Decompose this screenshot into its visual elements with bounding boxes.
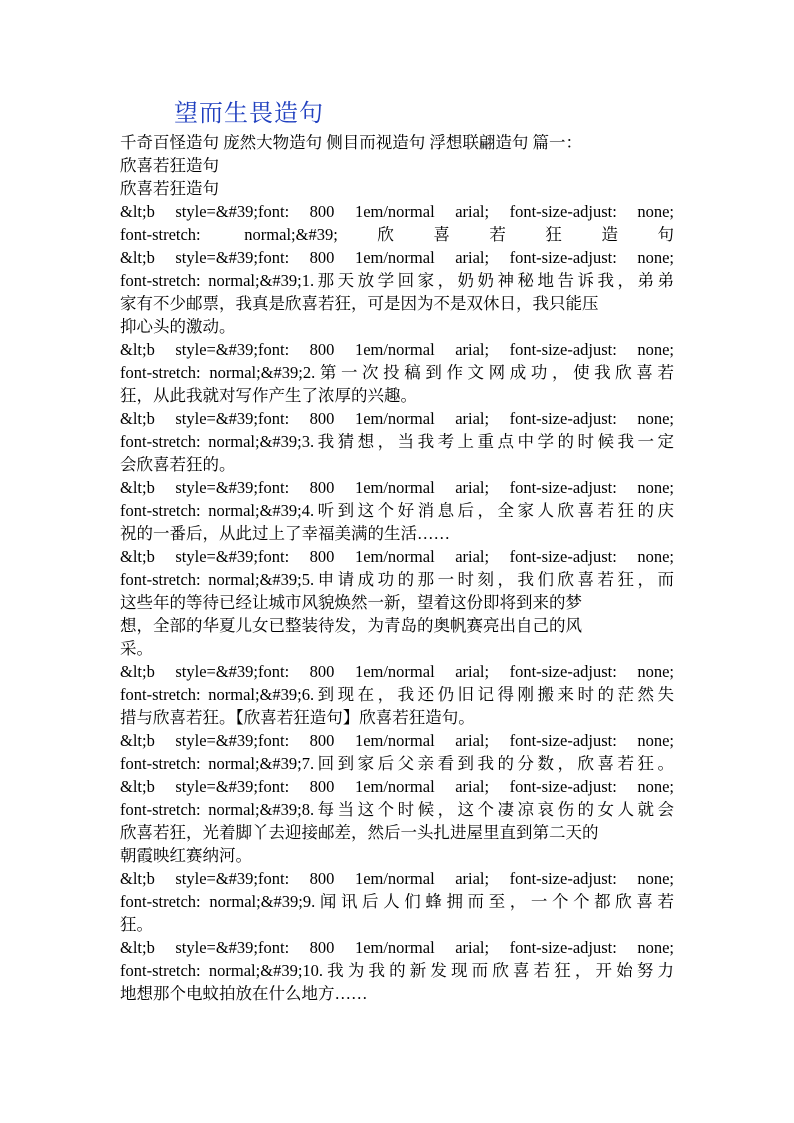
text-line: &lt;b style=&#39;font: 800 1em/normal arial; font-size-adjust: none;: [120, 478, 674, 497]
text-line: 会欣喜若狂的。: [120, 455, 236, 474]
text-line: font-stretch: normal;&#39;2.第一次投稿到作文网成功，使我欣喜若: [120, 363, 674, 382]
text-line: font-stretch: normal;&#39;3.我猜想，当我考上重点中学的时候我一定: [120, 432, 674, 451]
text-line: 想，全部的华夏儿女已整装待发，为青岛的奥帆赛亮出自己的风: [120, 616, 582, 635]
text-line: &lt;b style=&#39;font: 800 1em/normal arial; font-size-adjust: none;: [120, 340, 674, 359]
text-line: 欣喜若狂造句: [120, 156, 219, 175]
text-line: 狂，从此我就对写作产生了浓厚的兴趣。: [120, 386, 417, 405]
text-line: font-stretch: normal;&#39;5.申请成功的那一时刻，我们欣喜若狂，而: [120, 570, 674, 589]
text-line: font-stretch: normal;&#39;欣喜若狂造句: [120, 225, 674, 244]
text-line: 狂。: [120, 915, 153, 934]
text-line: 家有不少邮票，我真是欣喜若狂，可是因为不是双休日，我只能压: [120, 294, 599, 313]
text-line: 这些年的等待已经让城市风貌焕然一新，望着这份即将到来的梦: [120, 593, 582, 612]
text-line: font-stretch: normal;&#39;9.闻讯后人们蜂拥而至，一个个都欣喜若: [120, 892, 674, 911]
text-line: 朝霞映红赛纳河。: [120, 846, 252, 865]
text-line: 抑心头的激动。: [120, 317, 236, 336]
text-line: &lt;b style=&#39;font: 800 1em/normal arial; font-size-adjust: none;: [120, 409, 674, 428]
text-line: 欣喜若狂，光着脚丫去迎接邮差，然后一头扎进屋里直到第二天的: [120, 823, 599, 842]
text-line: font-stretch: normal;&#39;6.到现在，我还仍旧记得刚搬来时的茫然失: [120, 685, 674, 704]
text-line: &lt;b style=&#39;font: 800 1em/normal arial; font-size-adjust: none;: [120, 869, 674, 888]
text-line: 欣喜若狂造句: [120, 179, 219, 198]
text-line: 地想那个电蚊拍放在什么地方……: [120, 984, 368, 1003]
text-line: font-stretch: normal;&#39;7.回到家后父亲看到我的分数，欣喜若狂。: [120, 754, 674, 773]
text-line: &lt;b style=&#39;font: 800 1em/normal arial; font-size-adjust: none;: [120, 731, 674, 750]
text-line: &lt;b style=&#39;font: 800 1em/normal arial; font-size-adjust: none;: [120, 777, 674, 796]
text-line: 采。: [120, 639, 153, 658]
text-line: 祝的一番后，从此过上了幸福美满的生活……: [120, 524, 450, 543]
text-line: 千奇百怪造句 庞然大物造句 侧目而视造句 浮想联翩造句 篇一：: [120, 133, 582, 152]
text-line: &lt;b style=&#39;font: 800 1em/normal arial; font-size-adjust: none;: [120, 202, 674, 221]
text-line: &lt;b style=&#39;font: 800 1em/normal arial; font-size-adjust: none;: [120, 662, 674, 681]
text-line: font-stretch: normal;&#39;1.那天放学回家，奶奶神秘地告诉我，弟弟: [120, 271, 674, 290]
text-line: &lt;b style=&#39;font: 800 1em/normal arial; font-size-adjust: none;: [120, 547, 674, 566]
text-line: 措与欣喜若狂。【欣喜若狂造句】欣喜若狂造句。: [120, 708, 475, 727]
text-line: &lt;b style=&#39;font: 800 1em/normal arial; font-size-adjust: none;: [120, 938, 674, 957]
text-line: &lt;b style=&#39;font: 800 1em/normal arial; font-size-adjust: none;: [120, 248, 674, 267]
text-line: font-stretch: normal;&#39;4.听到这个好消息后，全家人欣喜若狂的庆: [120, 501, 674, 520]
document-body: [120, 131, 674, 1005]
text-line: font-stretch: normal;&#39;10.我为我的新发现而欣喜若狂，开始努力: [120, 961, 674, 980]
text-line: font-stretch: normal;&#39;8.每当这个时候，这个凄凉哀伤的女人就会: [120, 800, 674, 819]
document-title: 望而生畏造句: [174, 99, 324, 127]
